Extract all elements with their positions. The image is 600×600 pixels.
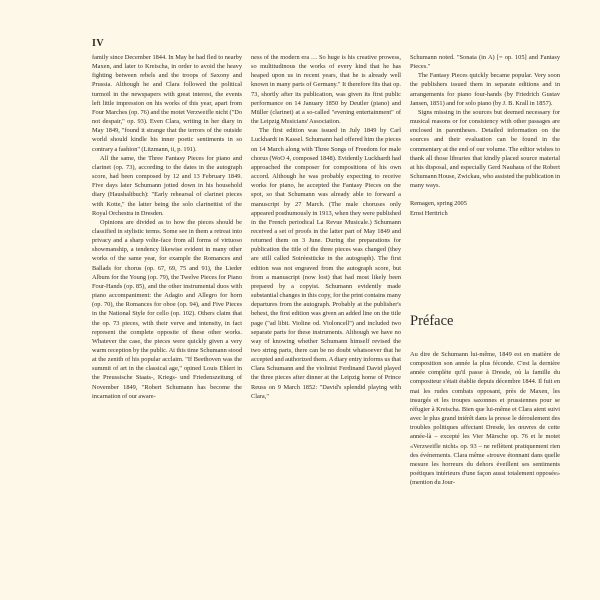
paragraph: Au dire de Schumann lui-même, 1849 est en matière de composition son année la plus féconde. C'est la dernière année complète qu'il passe à Dresde, où la famille du compositeur s'était établie depuis décembre 1844. Il fuit en mai les rudes combats opposant, près de Maxen, les insurgés et les troupes saxonnes et prussiennes pour se réfugier à Kreischa. Bien que lui-même et Clara aient suivi avec le plus grand intérêt dans la presse le déroulement des troubles politiques affectant Dresde, les œuvres de cette année-là – excepté les Vier Märsche op. 76 et le motet «Verzweifle nicht» op. 93 – ne reflètent pratiquement rien des événements. Clara même «trouve étonnant dans quelle mesure les horreurs du dehors éveillent ses sentiments poétiques intérieurs d'une façon aussi totalement opposée» (mention du Jour- (410, 351, 560, 487)
paragraph: ness of the modern era … So huge is his creative prowess, so multitudinous the works of every kind that he has heaped upon us in recent years, that he is already well known in many parts of Germany." It therefore fits that op. 73, shortly after its publication, was given its first public performance on 14 January 1850 by Deutler (piano) and Müller (clarinet) at a so-called "evening entertainment" of the Leipzig Musicians' Association. (251, 54, 401, 126)
paragraph: All the same, the Three Fantasy Pieces for piano and clarinet (op. 73), according to the dates in the autograph score, had been composed by 12 and 13 February 1849. Five days later Schumann jotted down in his household diary (Haushaltbuch): "Early rehearsal of clarinet pieces with Kotte," the latter being the solo clarinettist of the Royal Orchestra in Dresden. (92, 154, 242, 217)
english-preface-column-3 (410, 53, 560, 218)
paragraph: The Fantasy Pieces quickly became popular. Very soon the publishers issued them in separate editions and in arrangements for piano four-hands (by Friedrich Gustav Jansen, 1851) and for solo piano (by J. B. Krall in 1857). (410, 72, 560, 107)
paragraph: Opinions are divided as to how the pieces should be classified in stylistic terms. Some see in them a retreat into privacy and a sharp volte-face from all forms of virtuoso showmanship, a tendency likewise evident in many other works of the same year, for example the Romances and Ballads for chorus (op. 67, 69, 75 and 91), the Lieder Album for the Young (op. 79), the Twelve Pieces for Piano Four-Hands (op. 85), and the other instrumental duos with piano accompaniment: the Adagio and Allegro for horn (op. 70), the Romances for oboe (op. 94), and Five Pieces in the National Style for cello (op. 102). Others claim that the op. 73 pieces, with their verve and intensity, in fact represent the complete opposite of these other works. Whatever the case, the pieces were quickly given a very warm reception by the public. At this time Schumann stood at the zenith of his popular acclaim. "If Beethoven was the summit of art in the classical age," opined Louis Ehlert in the Preussische Staats-, Kriegs- und Friedenszeitung of November 1849, "Robert Schumann has become the incarnation of our aware- (92, 218, 242, 400)
page-number: IV (92, 38, 105, 49)
paragraph: Signs missing in the sources but deemed necessary for musical reasons or for consistency with other passages are enclosed in parentheses. Detailed information on the sources and their evaluation can be found in the commentary at the end of our volume. The editor wishes to thank all those libraries that kindly placed source material at his disposal, and especially Gerd Nauhaus of the Robert Schumann House, Zwickau, who assisted the publication in many ways. (410, 108, 560, 190)
english-preface-column-2 (251, 53, 401, 401)
english-preface-column-1 (92, 53, 242, 401)
signature-place-date: Remagen, spring 2005 (410, 200, 467, 208)
paragraph: family since December 1844. In May he had fled to nearby Maxen, and later to Kreischa, in order to avoid the heavy fighting between rebels and the troops of Saxony and Prussia. Although he and Clara followed the political turmoil in the newspapers with great interest, the events left little impression on his works of this year, apart from Four Marches (op. 76) and the motet Verzweifle nicht ("Do not despair," op. 93). Even Clara, writing in her diary in May 1849, "found it strange that the terrors of the outside world should kindle his inner poetic sentiments in so contrary a fashion" (Litzmann, ii, p. 191). (92, 54, 242, 153)
signature-author: Ernst Herttrich (410, 209, 448, 217)
preface-heading: Préface (410, 313, 454, 329)
paragraph: Schumann noted. "Sonata (in A) [= op. 105] and Fantasy Pieces." (410, 54, 560, 71)
paragraph: The first edition was issued in July 1849 by Carl Luckhardt in Kassel. Schumann had offered him the pieces on 14 March along with Three Songs of Freedom for male chorus (WoO 4, composed 1848). Evidently Luckhardt had approached the composer for compositions of his own accord. Although he was probably expecting to receive works for piano, he accepted the Fantasy Pieces on the spot, so that Schumann was already able to forward a manuscript by 27 March. (The male choruses only appeared posthumously in 1913, when they were published in the French periodical La Revue Musicale.) Schumann received a set of proofs in the latter part of May 1849 and returned them on 3 June. During the preparations for publication the title of the three pieces was changed (they are still called Soiréestücke in the autograph). The first edition was not engraved from the autograph score, but from a manuscript (now lost) that had most likely been prepared by a copyist. Schumann evidently made substantial changes in this copy, for the print contains many departures from the autograph. Probably at the publisher's behest, the first edition was given an added line on the title page ("ad libit. Violine od. Violoncell") and included two separate parts for these instruments. Although we have no way of knowing whether Schumann himself revised the two string parts, there can be no doubt whatsoever that he accepted and authorized them. A diary entry informs us that Clara Schumann and the violinist Ferdinand David played the three pieces after dinner at the Leipzig home of Prince Reuss on 9 March 1852: "David's splendid playing with Clara," (251, 127, 402, 400)
french-preface-column (410, 350, 560, 487)
